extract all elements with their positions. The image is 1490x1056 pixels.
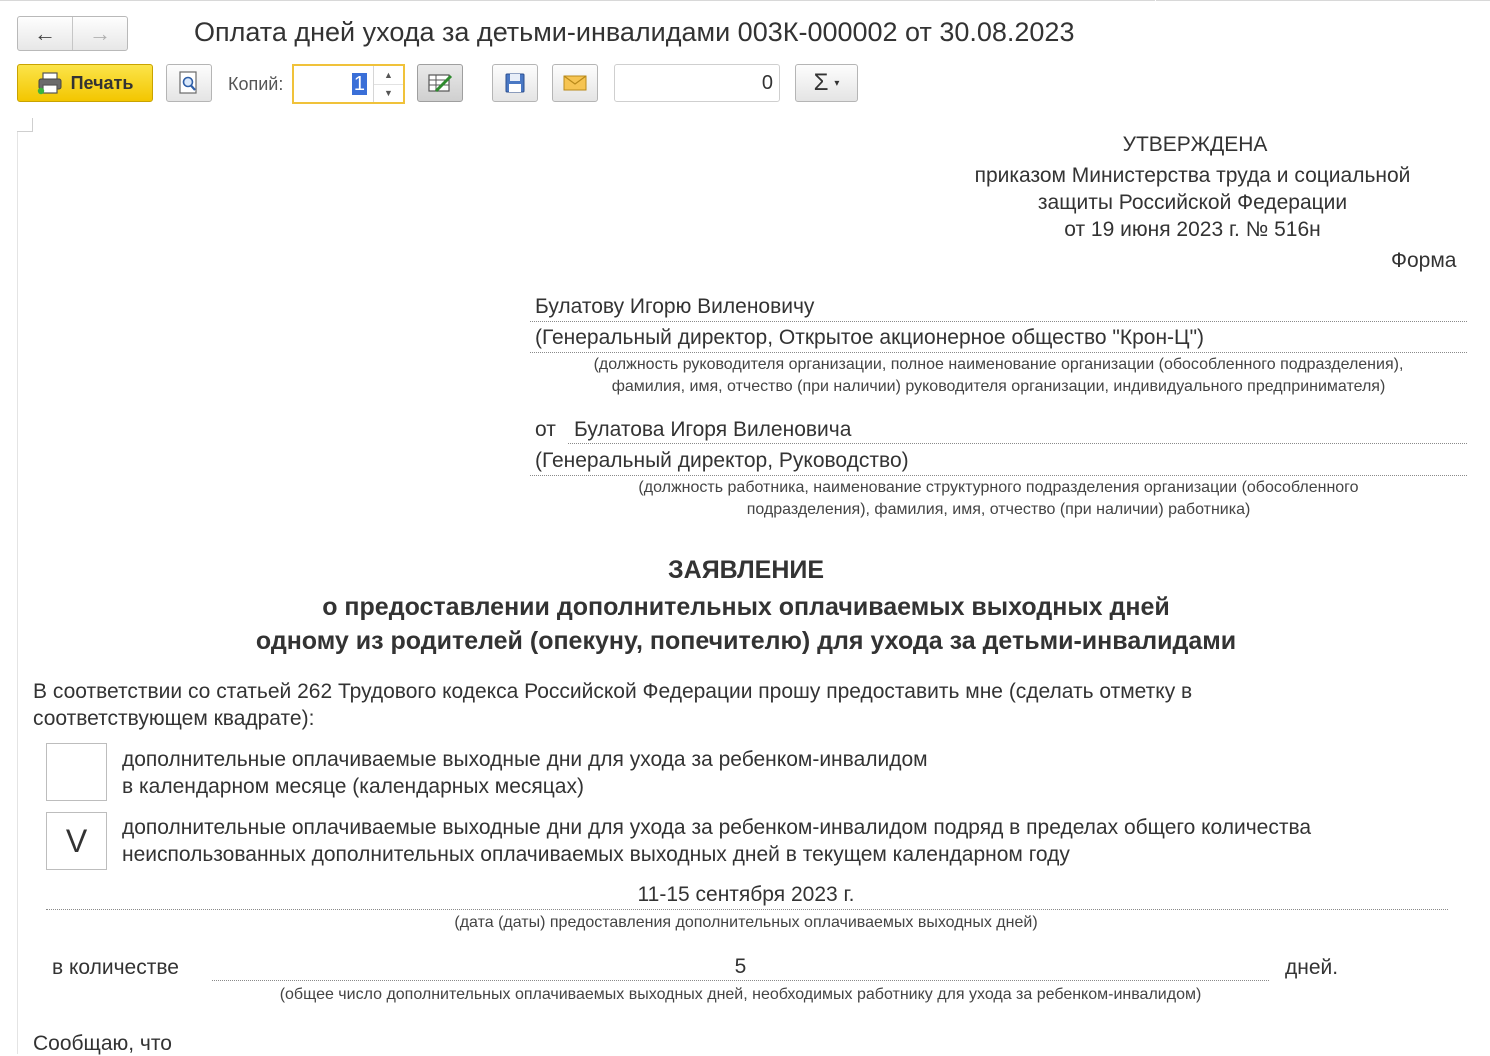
printer-icon	[37, 71, 63, 95]
send-email-button[interactable]	[552, 64, 598, 102]
forward-button[interactable]	[72, 17, 127, 50]
edit-document-button[interactable]	[417, 64, 463, 102]
spin-up-icon[interactable]: ▲	[384, 69, 393, 80]
sigma-icon: Σ	[813, 69, 829, 96]
option2-checkbox[interactable]: V	[46, 812, 107, 870]
dates-hint: (дата (даты) предоставления дополнительных оплачиваемых выходных дней)	[454, 914, 1038, 931]
dates-value: 11-15 сентября 2023 г.	[637, 883, 855, 906]
sender-position: (Генеральный директор, Руководство)	[535, 449, 909, 472]
approved-line1: приказом Министерства труда и социальной	[974, 164, 1411, 187]
magnifier-page-icon	[177, 70, 201, 96]
addressee-name-underline	[530, 321, 1467, 322]
selection-sum-field[interactable]: 0	[614, 64, 780, 102]
sender-hint-line2: подразделения), фамилия, имя, отчество (при наличии) работника)	[746, 501, 1251, 518]
preview-button[interactable]	[166, 64, 212, 102]
from-label: от	[535, 418, 556, 441]
dates-underline	[46, 909, 1448, 910]
option1-line2: в календарном месяце (календарных месяцах)	[122, 775, 584, 798]
document-heading: ЗАЯВЛЕНИЕ	[667, 556, 825, 584]
addressee-position-underline	[530, 352, 1467, 353]
edit-table-icon	[427, 71, 453, 95]
count-underline	[212, 980, 1269, 981]
option2-line2: неиспользованных дополнительных оплачиваемых выходных дней в текущем календарном году	[122, 843, 1070, 866]
print-label: Печать	[70, 72, 134, 93]
envelope-icon	[563, 74, 587, 92]
document-subheading-line2: одному из родителей (опекуну, попечителю) для ухода за детьми-инвалидами	[255, 627, 1237, 655]
count-unit: дней.	[1285, 956, 1339, 979]
copies-spinner	[373, 66, 403, 102]
report-text: Сообщаю, что	[33, 1032, 172, 1055]
intro-text-line1: В соответствии со статьей 262 Трудового кодекса Российской Федерации прошу предоставить мне (сделать отметку в	[33, 680, 1193, 703]
addressee-name: Булатову Игорю Виленовичу	[535, 295, 815, 318]
addressee-hint-line1: (должность руководителя организации, полное наименование организации (обособленного подразделения),	[593, 356, 1404, 373]
history-navigation	[17, 16, 128, 51]
sum-mode-button[interactable]	[795, 64, 858, 102]
save-button[interactable]	[492, 64, 538, 102]
option1-checkbox[interactable]	[46, 743, 107, 801]
count-hint: (общее число дополнительных оплачиваемых выходных дней, необходимых работнику для ухода за ребенком-инвалидом)	[279, 986, 1202, 1003]
document-subheading-line1: о предоставлении дополнительных оплачиваемых выходных дней	[322, 593, 1170, 621]
form-label: Форма	[1391, 249, 1457, 272]
copies-label: Копий:	[228, 74, 284, 94]
approved-line2: защиты Российской Федерации	[1037, 191, 1348, 214]
sheet-corner[interactable]	[17, 118, 33, 132]
sender-hint-line1: (должность работника, наименование структурного подразделения организации (обособленного	[638, 479, 1359, 496]
addressee-hint-line2: фамилия, имя, отчество (при наличии) руководителя организации, индивидуального предпринимателя)	[611, 378, 1386, 395]
sender-name: Булатова Игоря Виленовича	[574, 418, 852, 441]
floppy-disk-icon	[504, 72, 526, 94]
count-value: 5	[734, 955, 747, 978]
approved-line3: от 19 июня 2023 г. № 516н	[1064, 218, 1321, 241]
arrow-left-icon: ←	[34, 20, 56, 46]
window-title: Оплата дней ухода за детьми-инвалидами 003К-000002 от 30.08.2023	[194, 17, 1075, 47]
copies-value[interactable]: 1	[353, 73, 365, 95]
approved-title: УТВЕРЖДЕНА	[1122, 133, 1268, 156]
addressee-position: (Генеральный директор, Открытое акционерное общество "Крон-Ц")	[535, 326, 1205, 349]
copies-input[interactable]	[292, 64, 405, 104]
spin-down-icon[interactable]: ▼	[374, 84, 403, 103]
option2-line1: дополнительные оплачиваемые выходные дни для ухода за ребенком-инвалидом подряд в пределах общего количества	[122, 816, 1312, 839]
count-label: в количестве	[52, 956, 179, 979]
intro-text-line2: соответствующем квадрате):	[33, 707, 315, 730]
sheet-left-border	[17, 132, 18, 1054]
arrow-right-icon: →	[89, 20, 111, 46]
option1-line1: дополнительные оплачиваемые выходные дни для ухода за ребенком-инвалидом	[122, 748, 928, 771]
sender-name-underline	[568, 443, 1467, 444]
back-button[interactable]	[18, 17, 72, 50]
print-button[interactable]	[17, 64, 153, 102]
window-top-border	[0, 0, 1490, 1]
sender-position-underline	[530, 475, 1467, 476]
chevron-down-icon: ▾	[834, 77, 840, 89]
